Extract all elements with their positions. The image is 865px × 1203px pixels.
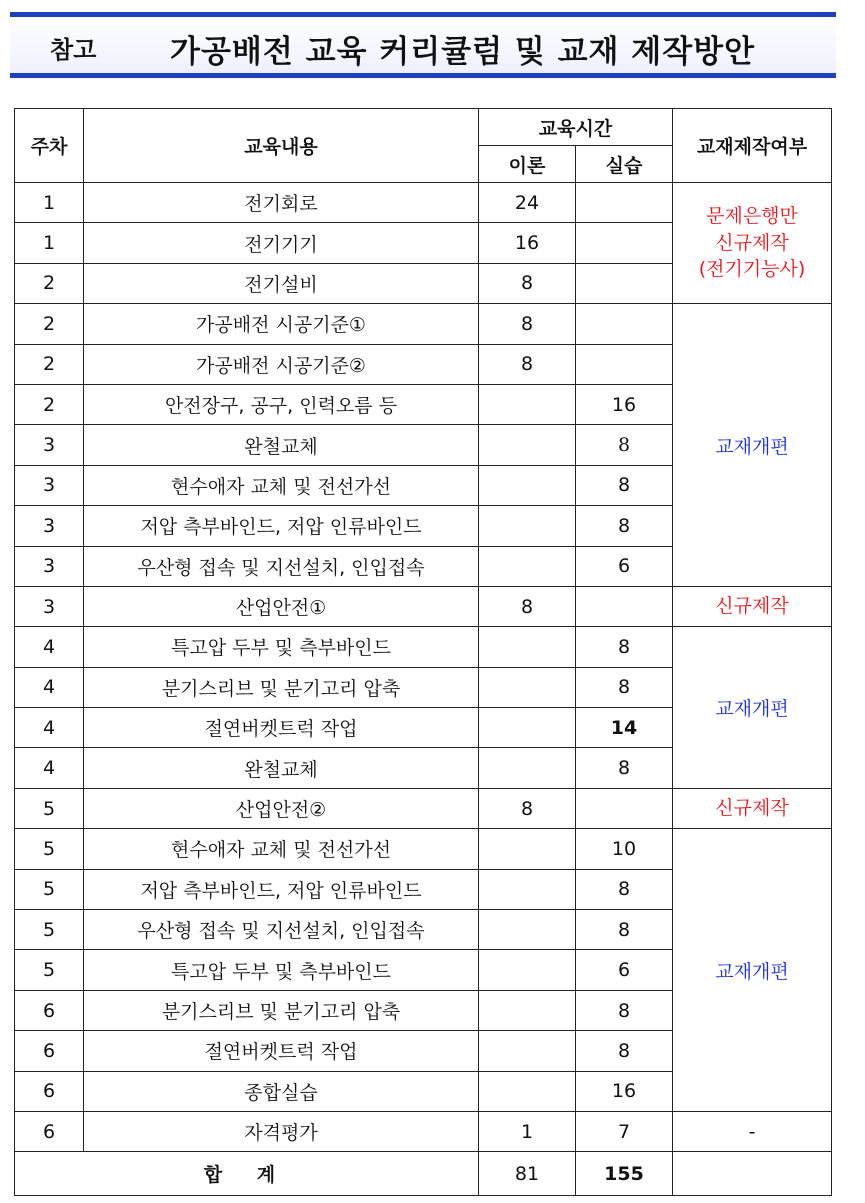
content-cell: 저압 측부바인드, 저압 인류바인드 xyxy=(84,869,479,909)
week-cell: 4 xyxy=(15,748,84,788)
content-cell: 분기스리브 및 분기고리 압축 xyxy=(84,667,479,707)
theory-cell xyxy=(479,869,576,909)
theory-cell xyxy=(479,384,576,424)
practice-cell: 16 xyxy=(576,1071,673,1111)
practice-cell: 8 xyxy=(576,627,673,667)
theory-cell: 1 xyxy=(479,1111,576,1151)
content-cell: 전기회로 xyxy=(84,183,479,223)
theory-cell xyxy=(479,708,576,748)
content-cell: 특고압 두부 및 측부바인드 xyxy=(84,950,479,990)
theory-cell xyxy=(479,829,576,869)
material-status-cell xyxy=(673,183,832,304)
content-cell: 완철교체 xyxy=(84,748,479,788)
week-cell: 3 xyxy=(15,465,84,505)
theory-cell xyxy=(479,546,576,586)
content-cell: 절연버켓트럭 작업 xyxy=(84,1031,479,1071)
material-status-cell: - xyxy=(673,1111,832,1151)
week-cell: 2 xyxy=(15,263,84,303)
week-cell: 1 xyxy=(15,183,84,223)
material-status-line: 신규제작 xyxy=(715,231,789,254)
content-cell: 전기설비 xyxy=(84,263,479,303)
content-cell: 산업안전① xyxy=(84,586,479,626)
material-status-line: (전기기능사) xyxy=(698,258,806,281)
content-cell: 우산형 접속 및 지선설치, 인입접속 xyxy=(84,910,479,950)
practice-cell: 8 xyxy=(576,990,673,1030)
practice-cell: 8 xyxy=(576,425,673,465)
practice-cell: 8 xyxy=(576,748,673,788)
total-practice: 155 xyxy=(576,1152,673,1196)
week-cell: 3 xyxy=(15,546,84,586)
content-cell: 우산형 접속 및 지선설치, 인입접속 xyxy=(84,546,479,586)
header-practice: 실습 xyxy=(576,146,673,183)
theory-cell xyxy=(479,506,576,546)
week-cell: 3 xyxy=(15,425,84,465)
week-cell: 4 xyxy=(15,667,84,707)
theory-cell: 8 xyxy=(479,344,576,384)
theory-cell: 8 xyxy=(479,263,576,303)
table-row xyxy=(15,627,832,667)
practice-cell: 8 xyxy=(576,667,673,707)
practice-cell: 14 xyxy=(576,708,673,748)
content-cell: 안전장구, 공구, 인력오름 등 xyxy=(84,384,479,424)
practice-cell xyxy=(576,304,673,344)
theory-cell xyxy=(479,748,576,788)
content-cell: 자격평가 xyxy=(84,1111,479,1151)
theory-cell xyxy=(479,425,576,465)
theory-cell: 8 xyxy=(479,586,576,626)
content-cell: 종합실습 xyxy=(84,1071,479,1111)
week-cell: 5 xyxy=(15,788,84,828)
practice-cell: 16 xyxy=(576,384,673,424)
theory-cell: 16 xyxy=(479,223,576,263)
total-row xyxy=(15,1152,832,1196)
week-cell: 6 xyxy=(15,1071,84,1111)
theory-cell xyxy=(479,1071,576,1111)
content-cell: 완철교체 xyxy=(84,425,479,465)
material-status-cell: 교재개편 xyxy=(673,304,832,587)
material-status-cell: 교재개편 xyxy=(673,829,832,1112)
page-title: 가공배전 교육 커리큘럼 및 교재 제작방안 xyxy=(170,34,756,70)
total-material xyxy=(673,1152,832,1196)
header-week: 주차 xyxy=(15,109,84,183)
week-cell: 5 xyxy=(15,910,84,950)
practice-cell: 7 xyxy=(576,1111,673,1151)
content-cell: 산업안전② xyxy=(84,788,479,828)
practice-cell: 6 xyxy=(576,950,673,990)
title-banner xyxy=(10,12,836,78)
practice-cell: 8 xyxy=(576,506,673,546)
week-cell: 6 xyxy=(15,1111,84,1151)
week-cell: 5 xyxy=(15,869,84,909)
week-cell: 4 xyxy=(15,708,84,748)
table-row xyxy=(15,829,832,869)
practice-cell: 8 xyxy=(576,1031,673,1071)
week-cell: 1 xyxy=(15,223,84,263)
week-cell: 2 xyxy=(15,344,84,384)
content-cell: 현수애자 교체 및 전선가선 xyxy=(84,829,479,869)
material-status-cell: 신규제작 xyxy=(673,586,832,626)
practice-cell xyxy=(576,223,673,263)
title-rule-bottom xyxy=(10,73,836,78)
reference-tag: 참고 xyxy=(50,36,97,64)
material-status-line: 문제은행만 xyxy=(706,205,798,228)
theory-cell xyxy=(479,465,576,505)
content-cell: 특고압 두부 및 측부바인드 xyxy=(84,627,479,667)
theory-cell xyxy=(479,627,576,667)
practice-cell xyxy=(576,183,673,223)
material-status-cell: 신규제작 xyxy=(673,788,832,828)
content-cell: 전기기기 xyxy=(84,223,479,263)
week-cell: 3 xyxy=(15,506,84,546)
practice-cell xyxy=(576,344,673,384)
header-material: 교재제작여부 xyxy=(673,109,832,183)
week-cell: 3 xyxy=(15,586,84,626)
practice-cell: 10 xyxy=(576,829,673,869)
theory-cell: 24 xyxy=(479,183,576,223)
theory-cell xyxy=(479,950,576,990)
practice-cell xyxy=(576,263,673,303)
week-cell: 6 xyxy=(15,990,84,1030)
practice-cell: 8 xyxy=(576,910,673,950)
week-cell: 2 xyxy=(15,304,84,344)
content-cell: 가공배전 시공기준② xyxy=(84,344,479,384)
practice-cell: 6 xyxy=(576,546,673,586)
header-hours: 교육시간 xyxy=(479,109,673,146)
material-status-cell: 교재개편 xyxy=(673,627,832,789)
week-cell: 6 xyxy=(15,1031,84,1071)
content-cell: 현수애자 교체 및 전선가선 xyxy=(84,465,479,505)
week-cell: 5 xyxy=(15,950,84,990)
content-cell: 분기스리브 및 분기고리 압축 xyxy=(84,990,479,1030)
week-cell: 4 xyxy=(15,627,84,667)
header-content: 교육내용 xyxy=(84,109,479,183)
table-row xyxy=(15,788,832,828)
total-label: 합 계 xyxy=(15,1152,479,1196)
curriculum-table xyxy=(14,108,832,1196)
week-cell: 5 xyxy=(15,829,84,869)
header-theory: 이론 xyxy=(479,146,576,183)
theory-cell xyxy=(479,990,576,1030)
theory-cell: 8 xyxy=(479,788,576,828)
total-theory: 81 xyxy=(479,1152,576,1196)
practice-cell xyxy=(576,586,673,626)
practice-cell xyxy=(576,788,673,828)
table-row xyxy=(15,304,832,344)
table-row xyxy=(15,1111,832,1151)
practice-cell: 8 xyxy=(576,465,673,505)
theory-cell xyxy=(479,1031,576,1071)
theory-cell: 8 xyxy=(479,304,576,344)
practice-cell: 8 xyxy=(576,869,673,909)
content-cell: 가공배전 시공기준① xyxy=(84,304,479,344)
content-cell: 저압 측부바인드, 저압 인류바인드 xyxy=(84,506,479,546)
table-row xyxy=(15,183,832,223)
content-cell: 절연버켓트럭 작업 xyxy=(84,708,479,748)
week-cell: 2 xyxy=(15,384,84,424)
theory-cell xyxy=(479,667,576,707)
table-row xyxy=(15,586,832,626)
theory-cell xyxy=(479,910,576,950)
